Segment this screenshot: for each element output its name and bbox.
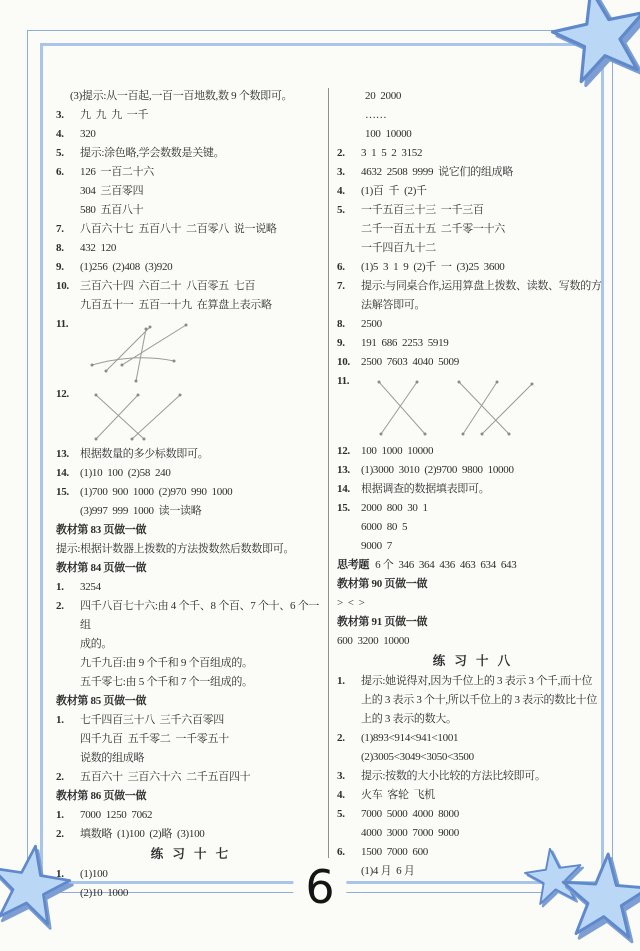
- answer-text: 成的。: [80, 638, 113, 650]
- answer-text: 4000 3000 7000 9000: [361, 827, 459, 839]
- answer-line: [337, 353, 609, 372]
- answer-text: 教材第 90 页做一做: [337, 578, 428, 590]
- section-heading: [56, 787, 326, 806]
- answer-line: [337, 182, 609, 201]
- answer-line: [56, 635, 326, 654]
- item-number: 1.: [56, 581, 64, 593]
- item-number: 7.: [56, 223, 64, 235]
- answer-line: [56, 182, 326, 201]
- answer-line: [56, 464, 326, 483]
- answer-text: 3254: [80, 581, 101, 593]
- answer-text: 四千九百 五千零二 一千零五十: [80, 733, 229, 745]
- answer-line: [337, 125, 609, 144]
- item-number: 6.: [56, 166, 64, 178]
- item-number: 2.: [56, 771, 64, 783]
- answer-text: 四千八百七十六:由 4 个千、8 个百、7 个十、6 个一组: [80, 600, 320, 631]
- answer-text: 说数的组成略: [80, 752, 145, 764]
- answer-text: (1)4 月 6 月: [361, 865, 415, 877]
- answer-line: [337, 106, 609, 125]
- answer-text: 练 习 十 七: [150, 847, 232, 861]
- answer-line: [56, 711, 326, 730]
- answer-text: 9000 7: [361, 540, 392, 552]
- item-number: 10.: [337, 356, 350, 368]
- answer-line: [337, 442, 609, 461]
- answer-text: 304 三百零四: [80, 185, 144, 197]
- answer-text: (2)10 1000: [80, 887, 129, 899]
- item-number: 11.: [56, 318, 69, 330]
- item-number: 5.: [337, 204, 345, 216]
- item-number: 1.: [56, 714, 64, 726]
- answer-text: (3)提示:从一百起,一百一百地数,数 9 个数即可。: [70, 90, 293, 102]
- answer-text: 二千一百五十五 二千零一十六: [361, 223, 505, 235]
- item-number: 13.: [56, 448, 69, 460]
- item-number: 6.: [337, 261, 345, 273]
- answer-text: 320: [80, 128, 96, 140]
- answer-line: [337, 372, 609, 442]
- answer-line: [56, 125, 326, 144]
- answer-line: [56, 220, 326, 239]
- answer-text: 3 1 5 2 3152: [361, 147, 423, 159]
- answer-line: [56, 806, 326, 825]
- answer-line: [337, 767, 609, 786]
- answer-text: 提示:按数的大小比较的方法比较即可。: [361, 770, 546, 782]
- item-number: 1.: [337, 675, 345, 687]
- answer-line: [337, 710, 609, 729]
- answer-text: 教材第 83 页做一做: [56, 524, 147, 536]
- answer-text: 根据调查的数据填表即可。: [361, 483, 490, 495]
- item-number: 2.: [56, 600, 64, 612]
- answer-text: 一千四百九十二: [361, 242, 436, 254]
- answer-text: 九百五十一 五百一十九 在算盘上表示略: [80, 299, 272, 311]
- section-heading: [56, 521, 326, 540]
- answer-text: 2500 7603 4040 5009: [361, 356, 459, 368]
- answer-text: 提示:涂色略,学会数数是关键。: [80, 147, 225, 159]
- item-number: 10.: [56, 280, 69, 292]
- item-number: 4.: [337, 789, 345, 801]
- section-heading: [56, 692, 326, 711]
- answer-text: 火车 客轮 飞机: [361, 789, 435, 801]
- answer-line: [337, 537, 609, 556]
- answer-text: 126 一百二十六: [80, 166, 154, 178]
- answer-text: 教材第 86 页做一做: [56, 790, 147, 802]
- answer-text: 提示:与同桌合作,运用算盘上拨数、读数、写数的方: [361, 280, 602, 292]
- answer-line: [56, 483, 326, 502]
- answer-text: 法解答即可。: [361, 299, 426, 311]
- star-icon: [0, 836, 80, 939]
- answer-text: 2000 800 30 1: [361, 502, 428, 514]
- answer-text: 上的 3 表示 3 个十,所以千位上的 3 表示的数比十位: [361, 694, 598, 706]
- section-heading: [337, 575, 609, 594]
- matching-lines-diagram: [86, 389, 206, 445]
- item-number: 5.: [337, 808, 345, 820]
- answer-line: [56, 825, 326, 844]
- exercise-heading: [56, 844, 326, 865]
- answer-line: [337, 691, 609, 710]
- answer-text: 练 习 十 八: [432, 654, 514, 668]
- star-icon: [553, 847, 640, 951]
- answer-line: [337, 729, 609, 748]
- answer-text: 191 686 2253 5919: [361, 337, 449, 349]
- item-number: 1.: [56, 868, 64, 880]
- answer-text: 八百六十七 五百八十 二百零八 说一说略: [80, 223, 277, 235]
- item-number: 15.: [337, 502, 350, 514]
- item-number: 6.: [337, 846, 345, 858]
- answer-text: 100 10000: [365, 128, 412, 140]
- answer-line: [337, 201, 609, 220]
- exercise-heading: [337, 651, 609, 672]
- answer-text: 教材第 91 页做一做: [337, 616, 428, 628]
- item-number: 3.: [337, 166, 345, 178]
- answer-line: [56, 445, 326, 464]
- item-number: 2.: [337, 147, 345, 159]
- answer-text: 提示:根据计数器上拨数的方法拨数然后数数即可。: [56, 543, 295, 555]
- answer-line: [337, 499, 609, 518]
- answer-line: [337, 461, 609, 480]
- item-number: 4.: [56, 128, 64, 140]
- answer-text: (1)256 (2)408 (3)920: [80, 261, 173, 273]
- item-number: 2.: [56, 828, 64, 840]
- answer-line: [337, 163, 609, 182]
- answer-line: [337, 786, 609, 805]
- answer-line: [337, 594, 609, 613]
- answer-line: [56, 258, 326, 277]
- answer-text: (1)10 100 (2)58 240: [80, 467, 171, 479]
- answer-line: [56, 654, 326, 673]
- item-number: 1.: [56, 809, 64, 821]
- item-number: 14.: [337, 483, 350, 495]
- answer-text: 7000 5000 4000 8000: [361, 808, 459, 820]
- answer-text: 三百六十四 六百二十 八百零五 七百: [80, 280, 256, 292]
- answer-text: 6 个 346 364 436 463 634 643: [375, 559, 517, 571]
- answer-text: 五千零七:由 5 个千和 7 个一组成的。: [80, 676, 253, 688]
- answer-text: 提示:她说得对,因为千位上的 3 表示 3 个千,而十位: [361, 675, 593, 687]
- answer-text: (2)3005<3049<3050<3500: [361, 751, 474, 763]
- answer-text: ……: [365, 109, 387, 121]
- answer-line: [56, 87, 326, 106]
- item-number: 5.: [56, 147, 64, 159]
- answer-line: [337, 258, 609, 277]
- answer-text: (1)百 千 (2)千: [361, 185, 427, 197]
- item-number: 12.: [56, 388, 69, 400]
- answer-line: [56, 315, 326, 385]
- right-answer-column: [337, 87, 609, 881]
- answer-line: [56, 865, 326, 884]
- answer-text: 7000 1250 7062: [80, 809, 153, 821]
- matching-lines-diagram: [86, 319, 216, 385]
- answer-text: (1)5 3 1 9 (2)千 一 (3)25 3600: [361, 261, 505, 273]
- answer-text: 2500: [361, 318, 382, 330]
- item-number: 14.: [56, 467, 69, 479]
- answer-line: [56, 201, 326, 220]
- answer-text: (1)700 900 1000 (2)970 990 1000: [80, 486, 233, 498]
- answer-line: [56, 730, 326, 749]
- answer-line: [337, 748, 609, 767]
- answer-text: 七千四百三十八 三千六百零四: [80, 714, 224, 726]
- answer-line: [337, 144, 609, 163]
- answer-line: [337, 632, 609, 651]
- answer-text: 432 120: [80, 242, 117, 254]
- answer-line: [337, 518, 609, 537]
- answer-line: [337, 296, 609, 315]
- answer-line: [56, 277, 326, 296]
- answer-line: [56, 673, 326, 692]
- left-answer-column: [56, 87, 326, 903]
- answer-text: 100 1000 10000: [361, 445, 434, 457]
- answer-text: (1)893<914<941<1001: [361, 732, 459, 744]
- answer-line: [337, 315, 609, 334]
- item-number: 3.: [56, 109, 64, 121]
- matching-lines-diagram: [367, 376, 542, 442]
- answer-line: [337, 824, 609, 843]
- answer-line: [56, 597, 326, 635]
- item-number: 11.: [337, 375, 350, 387]
- answer-line: [56, 884, 326, 903]
- item-number: 12.: [337, 445, 350, 457]
- answer-text: 填数略 (1)100 (2)略 (3)100: [80, 828, 205, 840]
- section-heading: [337, 613, 609, 632]
- answer-text: 580 五百八十: [80, 204, 144, 216]
- answer-text: 一千五百三十三 一千三百: [361, 204, 484, 216]
- answer-line: [56, 749, 326, 768]
- answer-line: [337, 480, 609, 499]
- item-number: 思考题: [337, 559, 370, 571]
- answer-text: 教材第 84 页做一做: [56, 562, 147, 574]
- answer-text: > < >: [337, 597, 365, 609]
- answer-text: 上的 3 表示的数大。: [361, 713, 457, 725]
- answer-line: [337, 805, 609, 824]
- answer-text: 600 3200 10000: [337, 635, 410, 647]
- item-number: 15.: [56, 486, 69, 498]
- answer-text: 1500 7000 600: [361, 846, 429, 858]
- answer-line: [337, 334, 609, 353]
- answer-text: 九千九百:由 9 个千和 9 个百组成的。: [80, 657, 253, 669]
- item-number: 9.: [337, 337, 345, 349]
- answer-text: 五百六十 三百六十六 二千五百四十: [80, 771, 251, 783]
- item-number: 2.: [337, 732, 345, 744]
- answer-line: [56, 163, 326, 182]
- answer-line: [337, 239, 609, 258]
- answer-line: [56, 768, 326, 787]
- answer-text: 根据数量的多少标数即可。: [80, 448, 209, 460]
- answer-line: [337, 220, 609, 239]
- item-number: 8.: [337, 318, 345, 330]
- page-number: 6: [293, 864, 346, 910]
- section-heading: [56, 559, 326, 578]
- answer-text: (3)997 999 1000 读一读略: [80, 505, 202, 517]
- item-number: 3.: [337, 770, 345, 782]
- answer-text: 教材第 85 页做一做: [56, 695, 147, 707]
- answer-text: 6000 80 5: [361, 521, 408, 533]
- item-number: 7.: [337, 280, 345, 292]
- answer-line: [56, 296, 326, 315]
- answer-line: [56, 578, 326, 597]
- answer-line: [337, 672, 609, 691]
- answer-line: [56, 239, 326, 258]
- answer-text: 20 2000: [365, 90, 402, 102]
- answer-line: [337, 556, 609, 575]
- answer-line: [56, 540, 326, 559]
- answer-text: 九 九 九 一千: [80, 109, 149, 121]
- answer-line: [56, 385, 326, 445]
- answer-line: [56, 106, 326, 125]
- column-divider: [328, 88, 329, 858]
- answer-line: [56, 144, 326, 163]
- item-number: 9.: [56, 261, 64, 273]
- item-number: 4.: [337, 185, 345, 197]
- answer-text: (1)100: [80, 868, 108, 880]
- item-number: 8.: [56, 242, 64, 254]
- answer-text: 4632 2508 9999 说它们的组成略: [361, 166, 513, 178]
- answer-text: (1)3000 3010 (2)9700 9800 10000: [361, 464, 514, 476]
- item-number: 13.: [337, 464, 350, 476]
- answer-line: [337, 277, 609, 296]
- answer-line: [56, 502, 326, 521]
